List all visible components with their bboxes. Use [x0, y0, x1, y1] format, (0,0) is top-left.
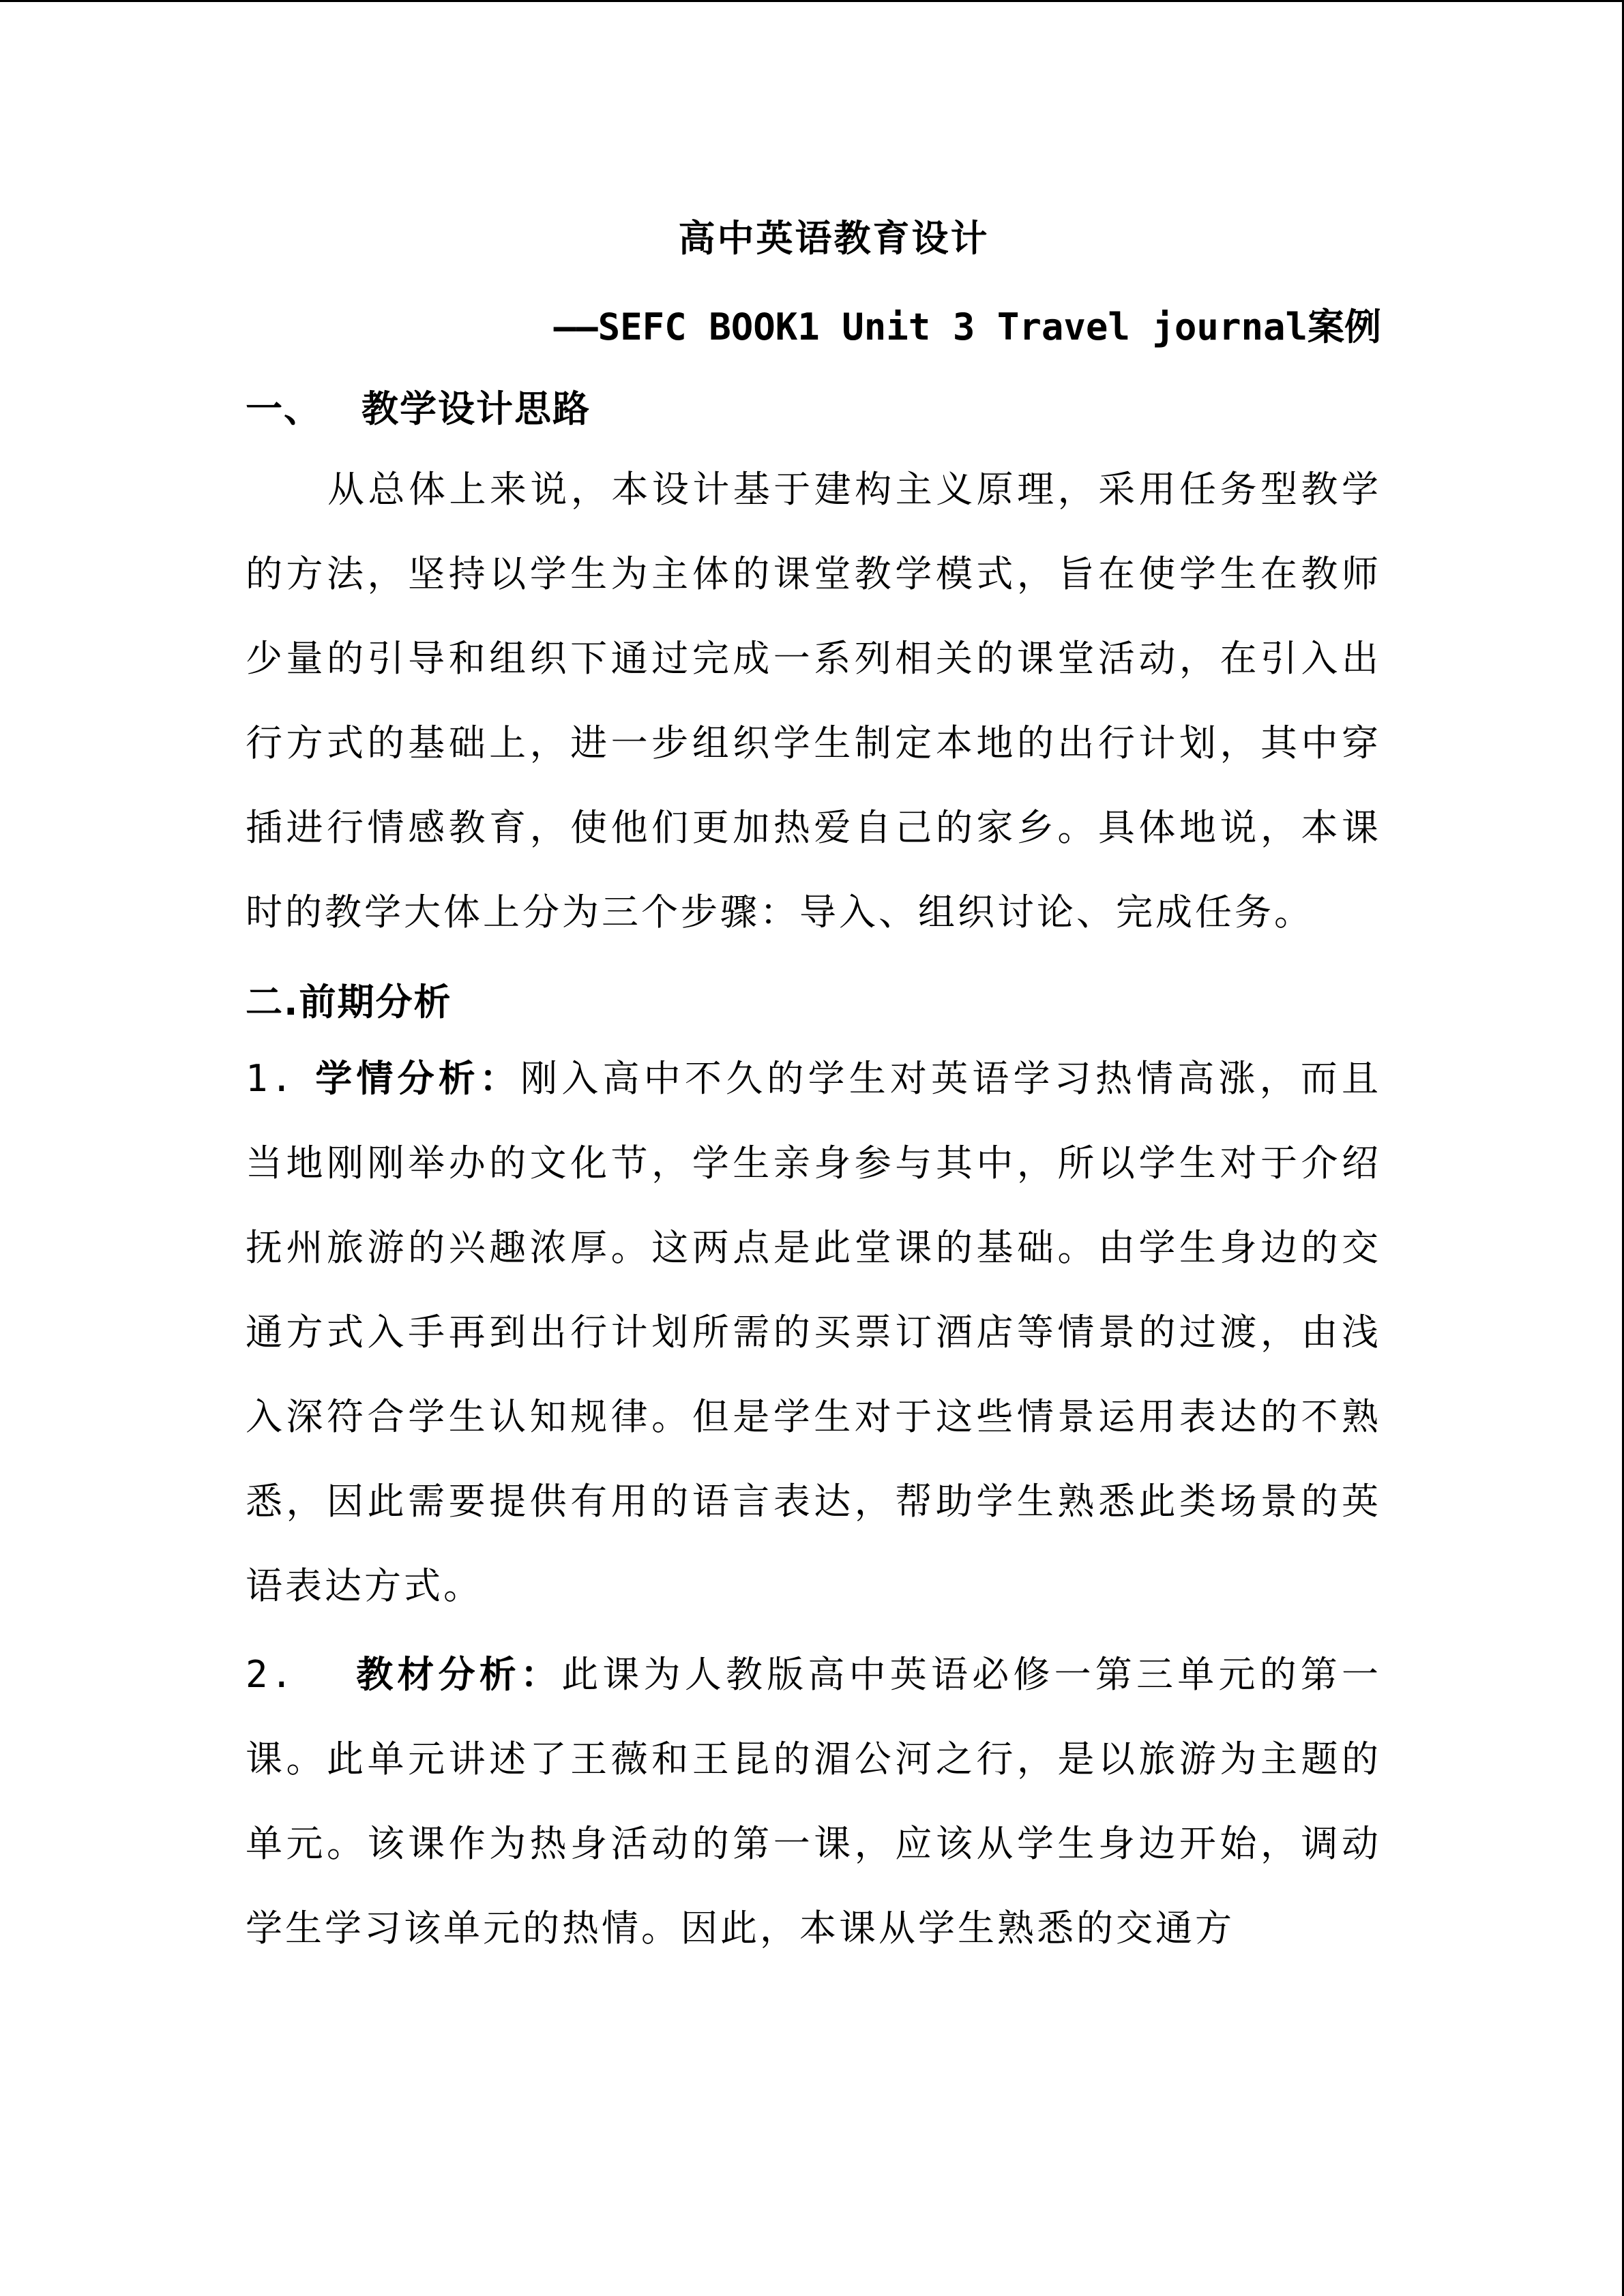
- item-label: 学情分析：: [314, 1057, 521, 1100]
- item-text: 此课为人教版高中英语必修一第三单元的第一课。此单元讲述了王薇和王昆的湄公河之行，是以旅游为主题的单元。该课作为热身活动的第一课，应该从学生身边开始，调动学生学习该单元的热情。因此，本课从学生熟悉的交通方: [246, 1653, 1382, 1950]
- document-title: 高中英语教育设计: [678, 217, 990, 260]
- section-1-paragraph: 从总体上来说，本设计基于建构主义原理，采用任务型教学的方法，坚持以学生为主体的课堂教学模式，旨在使学生在教师少量的引导和组织下通过完成一系列相关的课堂活动，在引入出行方式的基础上，进一步组织学生制定本地的出行计划，其中穿插进行情感教育，使他们更加热爱自己的家乡。具体地说，本课时的教学大体上分为三个步骤：导入、组织讨论、完成任务。: [246, 468, 1381, 934]
- document-subtitle: ——SEFC BOOK1 Unit 3 Travel journal案例: [553, 305, 1381, 348]
- item-number: 1.: [246, 1057, 296, 1100]
- item-text: 刚入高中不久的学生对英语学习热情高涨，而且当地刚刚举办的文化节，学生亲身参与其中，所以学生对于介绍抚州旅游的兴趣浓厚。这两点是此堂课的基础。由学生身边的交通方式入手再到出行计划所需的买票订酒店等情景的过渡，由浅入深符合学生认知规律。但是学生对于这些情景运用表达的不熟悉，因此需要提供有用的语言表达，帮助学生熟悉此类场景的英语表达方式。: [246, 1057, 1382, 1607]
- item-label: 教材分析：: [355, 1653, 562, 1696]
- section-2-item: [246, 1632, 1381, 1971]
- document-body: [246, 205, 1381, 1971]
- section-1-title: 教学设计思路: [361, 387, 591, 430]
- section-2-item: [246, 1037, 1381, 1628]
- section-1-number: 一、: [246, 387, 322, 430]
- page-top-border: [0, 0, 1624, 2]
- item-number: 2.: [246, 1653, 296, 1696]
- section-1-heading: [246, 375, 1381, 443]
- section-2-heading: 二.前期分析: [246, 981, 452, 1024]
